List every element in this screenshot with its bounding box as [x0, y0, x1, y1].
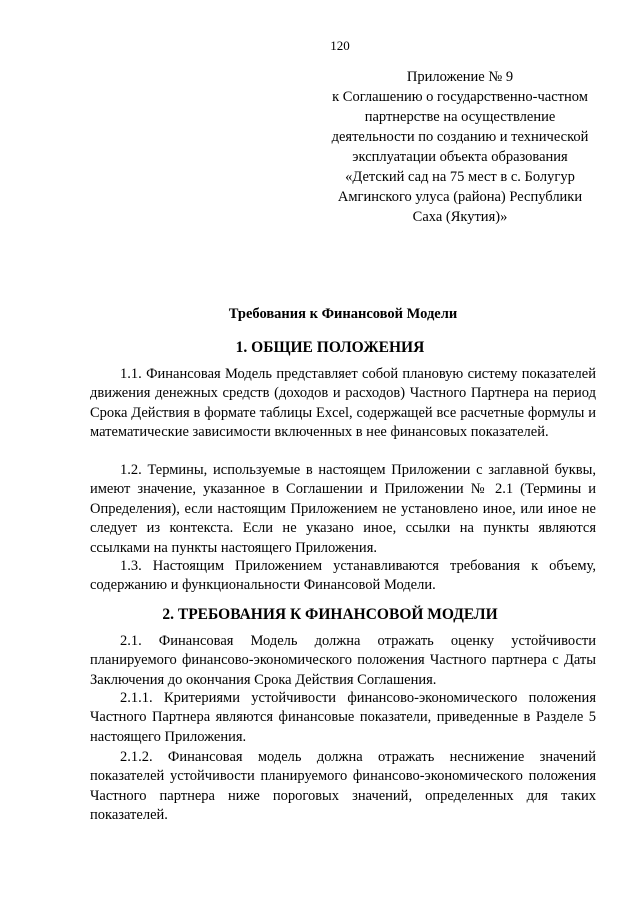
appendix-line: Приложение № 9 [406, 69, 514, 85]
paragraph-2-1: 2.1. Финансовая Модель должна отражать оценку устойчивости планируемого финансово-экономического положения Частного партнера с Даты Заключения до окончания Срока Действия Соглашения. [90, 632, 596, 688]
page-number: 120 [330, 38, 350, 53]
appendix-line: деятельности по созданию и технической [331, 129, 589, 145]
appendix-header [295, 67, 625, 227]
appendix-line: эксплуатации объекта образования [352, 149, 568, 165]
section-1-heading: 1. ОБЩИЕ ПОЛОЖЕНИЯ [235, 339, 425, 356]
document-title: Требования к Финансовой Модели [228, 306, 458, 322]
paragraph-1-3: 1.3. Настоящим Приложением устанавливаются требования к объему, содержанию и функциональности Финансовой Модели. [90, 557, 596, 594]
paragraph-1-1: 1.1. Финансовая Модель представляет собой плановую систему показателей движения денежных средств (доходов и расходов) Частного Партнера на период Срока Действия в формате таблицы Excel, содержащей все расчетные формулы и математические зависимости включенных в нее финансовых показателей. [90, 365, 596, 441]
paragraph-1-2: 1.2. Термины, используемые в настоящем Приложении с заглавной буквы, имеют значение, указанное в Соглашении и Приложении № 2.1 (Термины и Определения), если настоящим Приложением не установлено иное, или иное не следует из контекста. Если не указано иное, ссылки на пункты являются ссылками на пункты настоящего Приложения. [90, 461, 596, 556]
paragraph-2-1-2: 2.1.2. Финансовая модель должна отражать неснижение значений показателей устойчивости планируемого финансово-экономического положения Частного партнера ниже пороговых значений, определенных для таких показателей. [90, 748, 596, 824]
paragraph-2-1-1: 2.1.1. Критериями устойчивости финансово-экономического положения Частного Партнера являются финансовые показатели, приведенные в Разделе 5 настоящего Приложения. [90, 689, 596, 745]
appendix-line: Амгинского улуса (района) Республики [337, 189, 583, 205]
appendix-line: «Детский сад на 75 мест в с. Болугур [345, 169, 575, 185]
appendix-line: партнерстве на осуществление [364, 109, 556, 125]
appendix-line: Саха (Якутия)» [412, 209, 508, 225]
appendix-line: к Соглашению о государственно-частном [332, 89, 588, 105]
section-2-heading: 2. ТРЕБОВАНИЯ К ФИНАНСОВОЙ МОДЕЛИ [162, 606, 498, 623]
